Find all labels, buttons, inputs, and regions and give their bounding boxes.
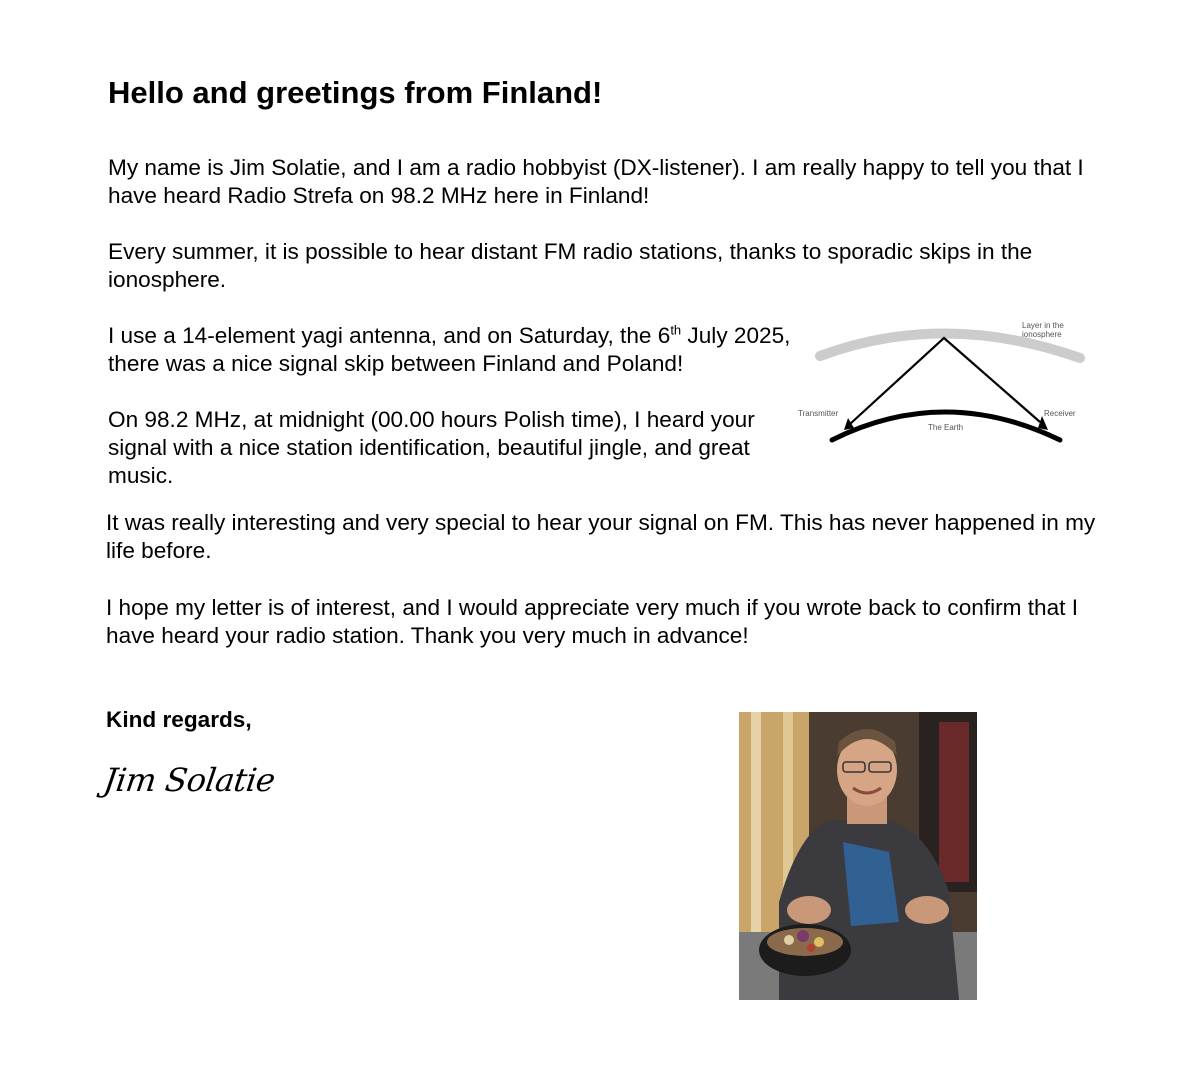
earth-label: The Earth	[928, 423, 964, 432]
sender-photo	[739, 712, 977, 1000]
receiver-antenna	[1038, 416, 1048, 430]
ordinal-suffix: th	[670, 322, 682, 338]
layer-label-line2: ionosphere	[1022, 330, 1062, 339]
paragraph-reception: On 98.2 MHz, at midnight (00.00 hours Polish time), I heard your signal with a nice station identification, beautiful jingle, and great music.	[108, 407, 755, 488]
signature: Jim Solatie	[101, 761, 278, 799]
layer-label-line1: Layer in the	[1022, 321, 1064, 330]
paragraph-request: I hope my letter is of interest, and I would appreciate very much if you wrote back to confirm that I have heard your radio station. Thank you very much in advance!	[106, 595, 1078, 648]
paragraph-intro: My name is Jim Solatie, and I am a radio hobbyist (DX-listener). I am really happy to tell you that I have heard Radio Strefa on 98.2 MHz here in Finland!	[108, 155, 1084, 208]
skip-diagram	[798, 318, 1088, 448]
closing: Kind regards,	[106, 707, 252, 732]
sender-photo-image	[739, 712, 977, 1000]
transmitter-label: Transmitter	[798, 409, 839, 418]
transmitter-antenna	[844, 418, 854, 430]
paragraph-antenna-text-end: July 2025, there was a nice signal skip between Finland and Poland!	[108, 323, 791, 376]
paragraph-antenna-text-start: I use a 14-element yagi antenna, and on Saturday, the 6	[108, 323, 671, 348]
paragraph-special: It was really interesting and very special to hear your signal on FM. This has never happened in my life before.	[106, 510, 1096, 563]
receiver-label: Receiver	[1044, 409, 1076, 418]
letter-greeting: Hello and greetings from Finland!	[108, 75, 603, 110]
paragraph-antenna	[108, 322, 798, 378]
paragraph-sporadic-e: Every summer, it is possible to hear distant FM radio stations, thanks to sporadic skips in the ionosphere.	[108, 239, 1033, 292]
